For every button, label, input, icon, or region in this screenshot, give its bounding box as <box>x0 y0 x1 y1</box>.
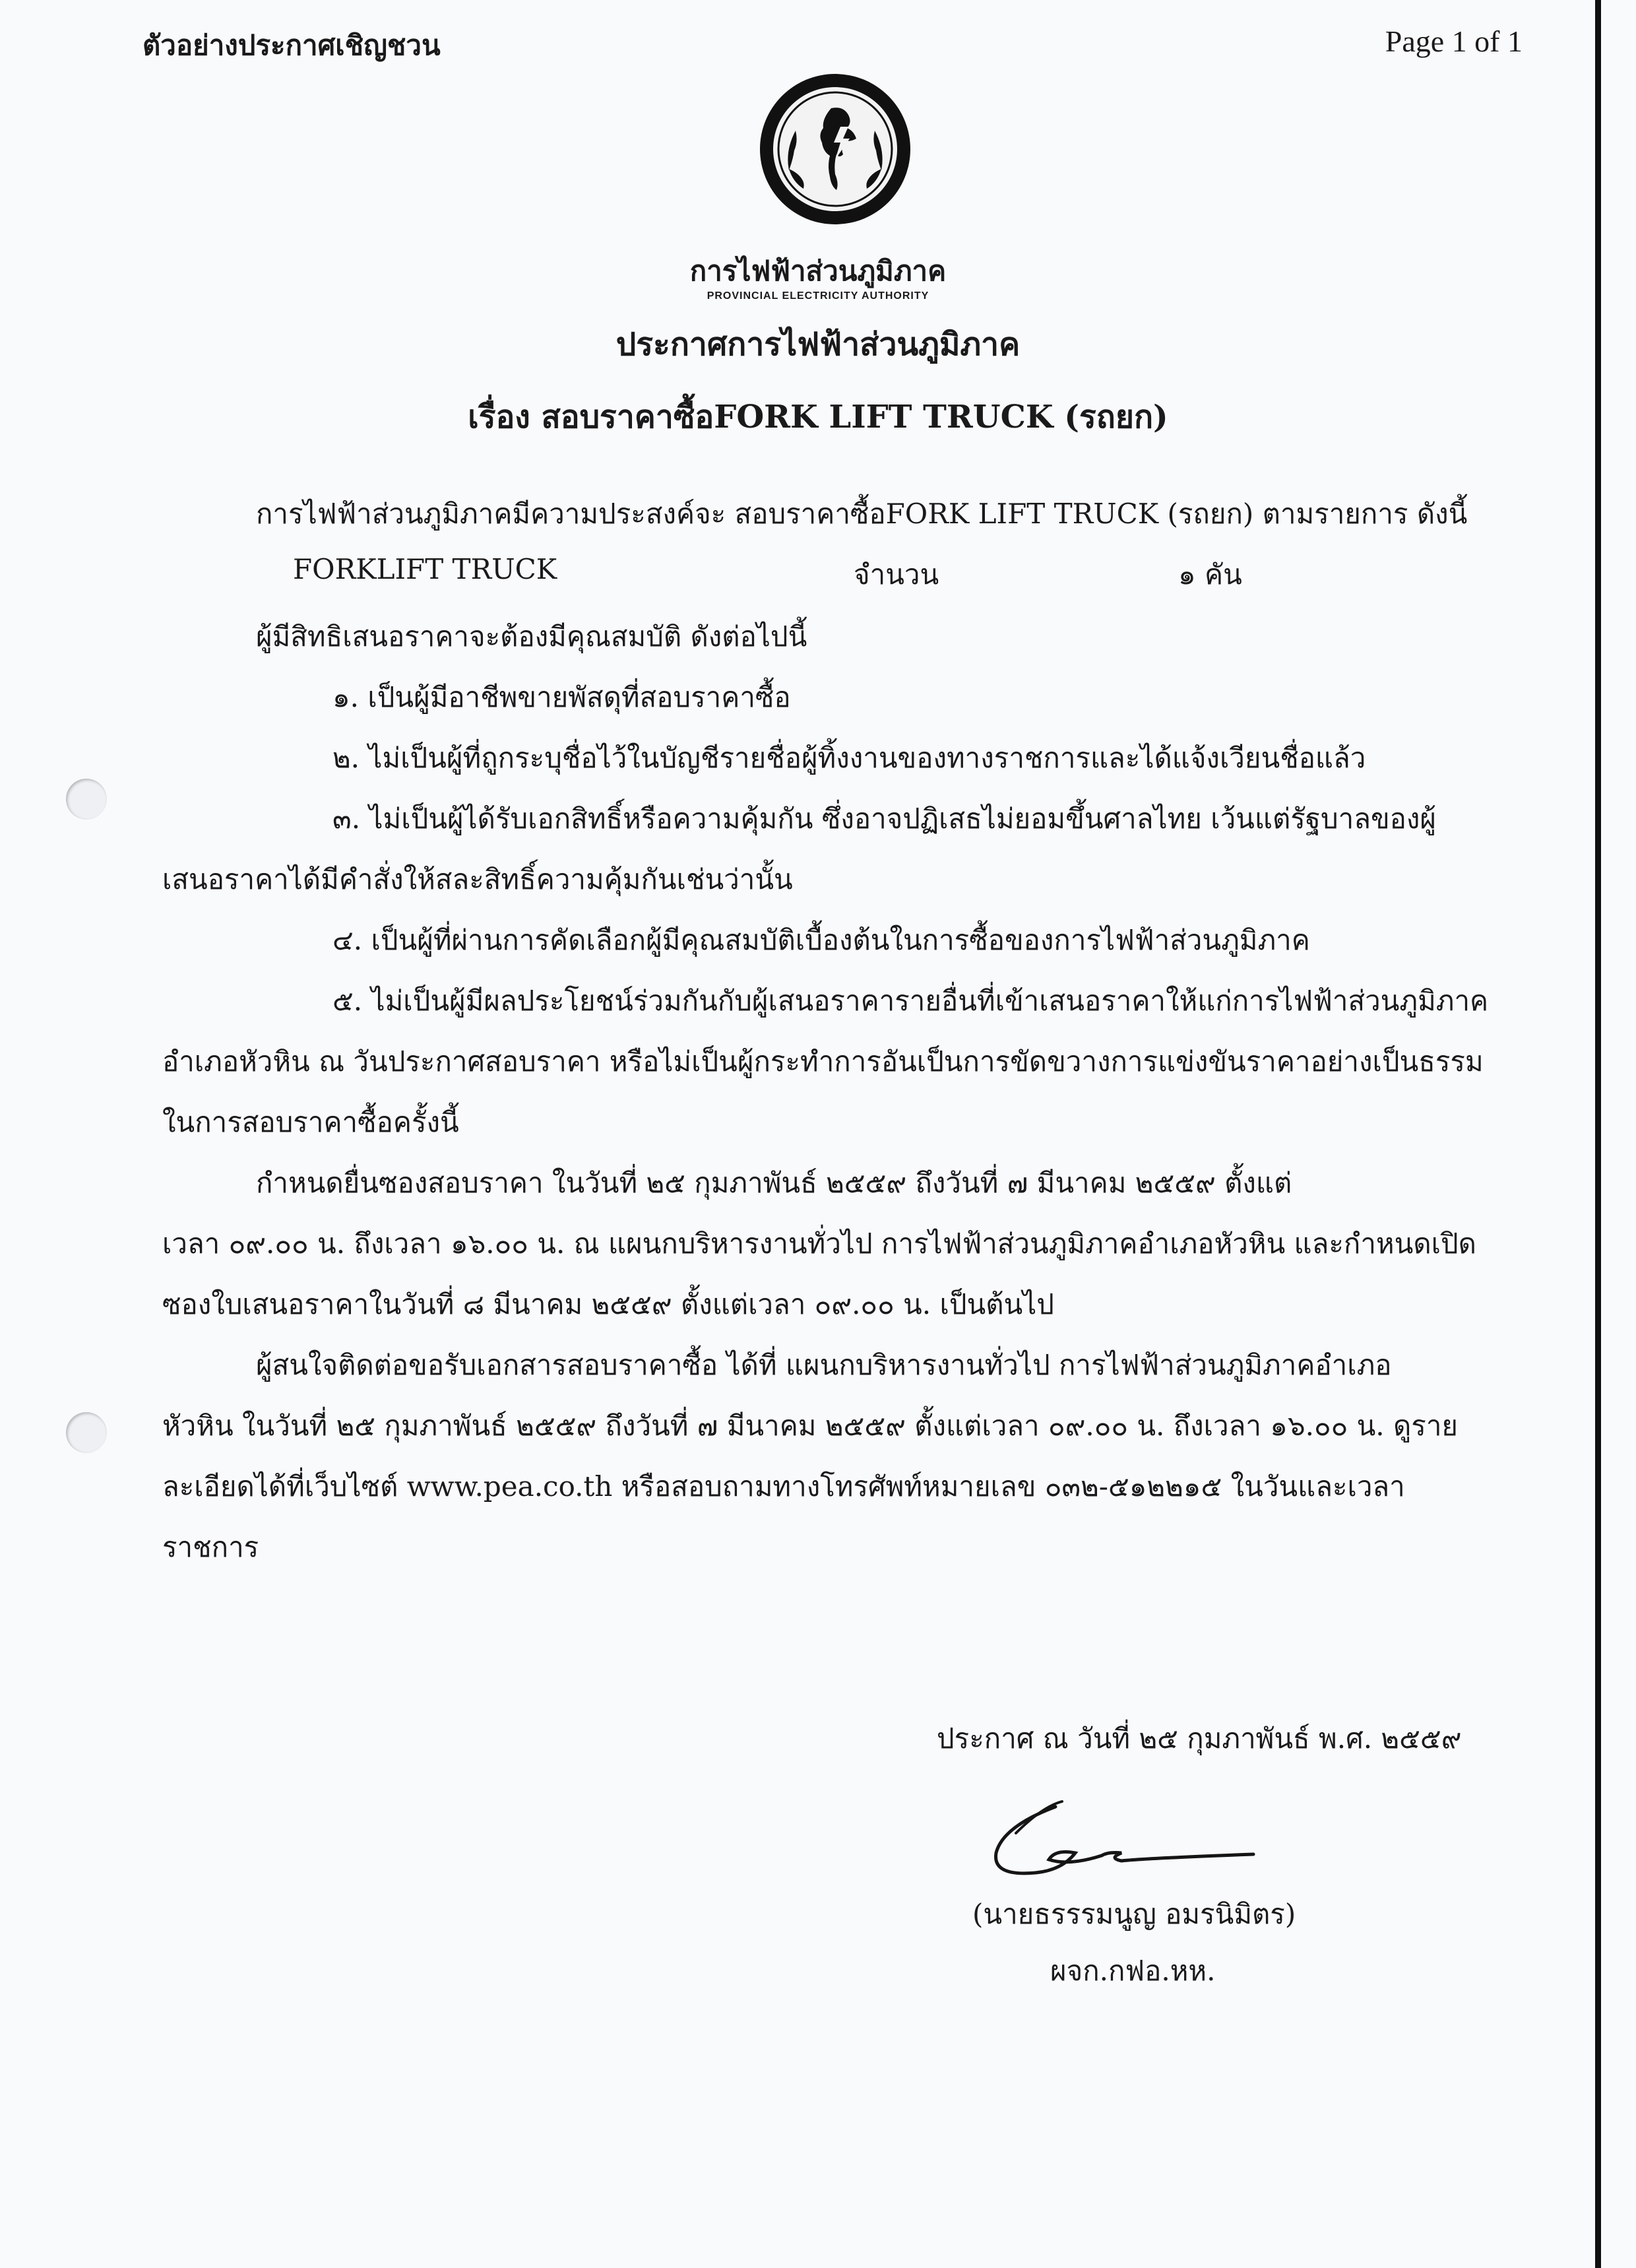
announcement-subject: เรื่อง สอบราคาซื้อFORK LIFT TRUCK (รถยก) <box>468 399 1168 436</box>
contact-paragraph-continued: ละเอียดได้ที่เว็บไซต์ www.pea.co.th หรือสอบถามทางโทรศัพท์หมายเลข ๐๓๒-๕๑๒๒๑๕ ในวันและเวลา <box>162 1470 1405 1503</box>
qualification-item-continued: อำเภอหัวหิน ณ วันประกาศสอบราคา หรือไม่เป็นผู้กระทำการอันเป็นการขัดขวางการแข่งขันราคาอย่างเป็นธรรม <box>162 1045 1484 1078</box>
announcement-title: ประกาศการไฟฟ้าส่วนภูมิภาค <box>615 326 1021 363</box>
qualification-item: ๓. ไม่เป็นผู้ได้รับเอกสิทธิ์หรือความคุ้มกัน ซึ่งอาจปฏิเสธไม่ยอมขึ้นศาลไทย เว้นแต่รัฐบาลของผู้ <box>332 802 1437 835</box>
punch-hole <box>66 779 107 820</box>
signatory-name: (นายธรรรมนูญ อมรนิมิตร) <box>972 1898 1296 1930</box>
intro-paragraph: การไฟฟ้าส่วนภูมิภาคมีความประสงค์จะ สอบราคาซื้อFORK LIFT TRUCK (รถยก) ตามรายการ ดังนี้ <box>256 498 1468 530</box>
item-quantity-value: ๑ คัน <box>1178 558 1242 591</box>
qualifications-heading: ผู้มีสิทธิเสนอราคาจะต้องมีคุณสมบัติ ดังต่อไปนี้ <box>256 620 807 653</box>
punch-hole <box>66 1412 107 1453</box>
schedule-paragraph: กำหนดยื่นซองสอบราคา ในวันที่ ๒๕ กุมภาพันธ์ ๒๕๕๙ ถึงวันที่ ๗ มีนาคม ๒๕๕๙ ตั้งแต่ <box>256 1167 1292 1199</box>
header-label: ตัวอย่างประกาศเชิญชวน <box>142 29 441 61</box>
organization-name-thai: การไฟฟ้าส่วนภูมิภาค <box>689 255 947 287</box>
qualification-item: ๔. เป็นผู้ที่ผ่านการคัดเลือกผู้มีคุณสมบัติเบื้องต้นในการซื้อของการไฟฟ้าส่วนภูมิภาค <box>332 924 1310 956</box>
qualification-item-continued: เสนอราคาได้มีคำสั่งให้สละสิทธิ์ความคุ้มกันเช่นว่านั้น <box>162 863 793 895</box>
contact-paragraph: ผู้สนใจติดต่อขอรับเอกสารสอบราคาซื้อ ได้ที่ แผนกบริหารงานทั่วไป การไฟฟ้าส่วนภูมิภาคอำเภอ <box>256 1349 1392 1381</box>
item-name: FORKLIFT TRUCK <box>293 553 557 585</box>
pea-logo-icon <box>757 71 913 227</box>
signatory-position: ผจก.กฟอ.หห. <box>1050 1955 1216 1987</box>
schedule-paragraph-continued: ซองใบเสนอราคาในวันที่ ๘ มีนาคม ๒๕๕๙ ตั้งแต่เวลา ๐๙.๐๐ น. เป็นต้นไป <box>162 1288 1054 1320</box>
contact-paragraph-continued: ราชการ <box>162 1531 259 1563</box>
signature <box>976 1794 1333 1893</box>
organization-name-english: PROVINCIAL ELECTRICITY AUTHORITY <box>707 290 929 302</box>
announcement-date: ประกาศ ณ วันที่ ๒๕ กุมภาพันธ์ พ.ศ. ๒๕๕๙ <box>937 1722 1462 1755</box>
contact-paragraph-continued: หัวหิน ในวันที่ ๒๕ กุมภาพันธ์ ๒๕๕๙ ถึงวันที่ ๗ มีนาคม ๒๕๕๙ ตั้งแต่เวลา ๐๙.๐๐ น. ถึงเวลา ๑๖.๐๐ น. ดูราย <box>162 1409 1459 1442</box>
schedule-paragraph-continued: เวลา ๐๙.๐๐ น. ถึงเวลา ๑๖.๐๐ น. ณ แผนกบริหารงานทั่วไป การไฟฟ้าส่วนภูมิภาคอำเภอหัวหิน และกำหนดเปิด <box>162 1227 1476 1260</box>
qualification-item: ๕. ไม่เป็นผู้มีผลประโยชน์ร่วมกันกับผู้เสนอราคารายอื่นที่เข้าเสนอราคาให้แก่การไฟฟ้าส่วนภูมิภาค <box>332 985 1489 1017</box>
qualification-item: ๑. เป็นผู้มีอาชีพขายพัสดุที่สอบราคาซื้อ <box>332 681 791 713</box>
item-quantity-label: จำนวน <box>854 558 939 591</box>
page-number: Page 1 of 1 <box>1385 24 1523 58</box>
qualification-item-continued: ในการสอบราคาซื้อครั้งนี้ <box>162 1106 459 1138</box>
qualification-item: ๒. ไม่เป็นผู้ที่ถูกระบุชื่อไว้ในบัญชีรายชื่อผู้ทิ้งงานของทางราชการและได้แจ้งเวียนชื่อแล้ว <box>332 742 1366 774</box>
